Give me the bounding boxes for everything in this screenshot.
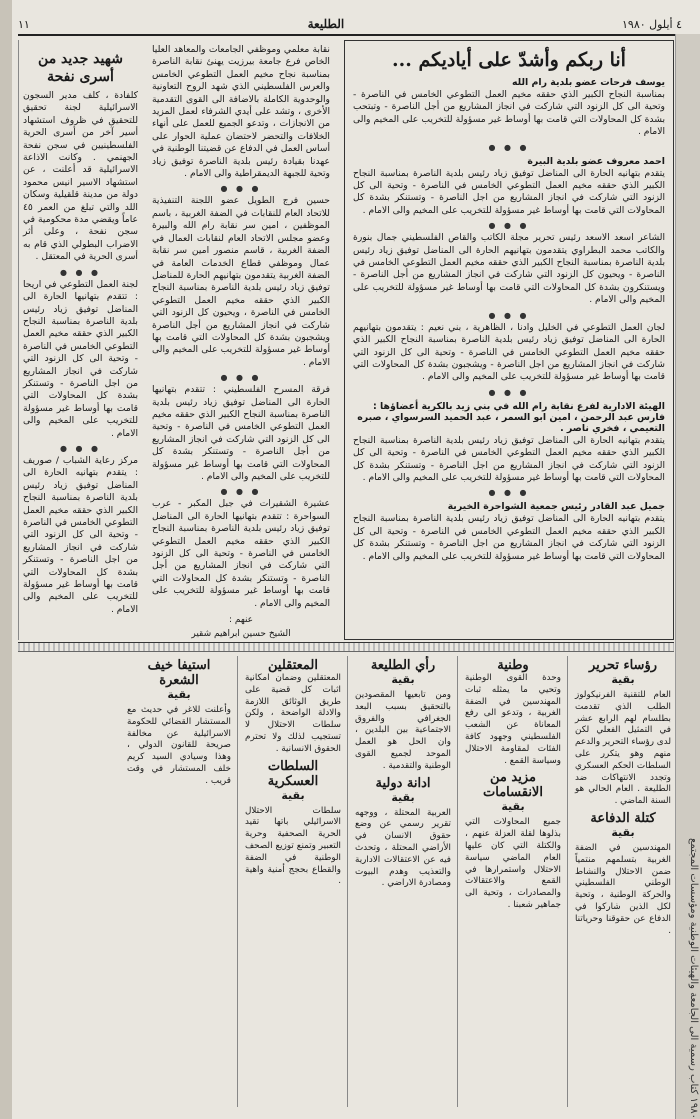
newspaper-name: الطليعة bbox=[307, 17, 345, 31]
greetings-headline: أنا ربكم وأشدّ على أياديكم ... bbox=[392, 49, 626, 71]
bottom-article bbox=[572, 656, 674, 1107]
greeting-sender: الهيئة الادارية لفرع نقابة رام الله في بني زيد بالكرية أعضاؤها : فارس عبد الرحمن ، امين ابو السمر ، عبد الحميد السرسواي ، صبره التعيمي ، فخري ناصر . bbox=[357, 400, 665, 434]
article-text: وحدة القوى الوطنية وتحيي ما يمثله ثبات المهندسين في الضفة الغربية ، وتدعو الى رفع المعاناة عن الشعب الفلسطيني وجهود كافة الفئات لمقاومة الاحتلال وسياسة القمع . bbox=[465, 673, 561, 766]
separator-ornament: ● ● ● bbox=[488, 221, 530, 231]
greeting-text: مركز رعاية الشباب / صوريف : يتقدم بتهانيه الحارة الى المناضل توفيق زياد رئيس بلدية الناصرة بمناسبة النجاح الكبير الذي حققه مخيم العمل التطوعي الخامس في الناصرة - وتحية الى كل الزنود التي شاركت في انجاز المشاريع من اجل الناصرة - وتستنكر بشدة كل المحاولات التي قامت بها أوساط غير مسؤولة للتخريب على المخيم والى الامام . bbox=[23, 454, 138, 615]
greeting-text: نقابة معلمي وموظفي الجامعات والمعاهد العليا الخاص فرع جامعة بيرزيت يهنئ نقابة الناصرة بمناسبة نجاح مخيم العمل التطوعي الخامس والعرس الفلسطيني الذي شهد الروح التعاونية والوحدوية الكاملة بالاضافة الى القوى التقدمية الأخرى ، وتشد على أيدي الشرفاء لعمل المزيد من الانجازات ، وتدعو الجميع للعمل على أنهاء الخلافات والتحضر لاحتضان عملية الحوار على أساس العمل في الدفاع عن قضيتنا الوطنية في عهدنا بقيادة رئيس بلدية الناصرة توفيق زياد وتحية للجبهة الديمقراطية والى الامام . bbox=[152, 44, 330, 180]
separator-ornament: ● ● ● bbox=[220, 373, 262, 383]
separator-ornament: ● ● ● bbox=[59, 267, 102, 277]
greeting-text: يتقدم بتهانيه الحارة الى المناضل توفيق زياد رئيس بلدية الناصرة بمناسبة النجاح الكبير الذي حققه مخيم العمل التطوعي الخامس في الناصرة - وتحية الى كل الزنود التي شاركت في انجاز المشاريع من اجل الناصرة - وتستنكر بشدة كل المحاولات التي قامت بها أوساط غير مسؤولة للتخريب على المخيم والى الامام . bbox=[353, 167, 665, 216]
article-title: وطنية bbox=[497, 658, 529, 673]
greeting-text: عشيرة الشقيرات في جبل المكبر - عرب السواحرة : تتقدم بتهانيها الحارة الى المناضل توفيق زياد رئيس بلدية الناصرة بمناسبة النجاح الكبير الذي حققه مخيم العمل التطوعي الخامس في الناصرة - وتحية الى كل الزنود التي شاركت في انجاز المشاريع من أجل الناصرة - وتستنكر بشدة كل المحاولات التي قامت بها أوساط غير مسؤولة للتخريب على المخيم والى الامام . bbox=[152, 498, 330, 609]
article-subtitle: بقية bbox=[391, 790, 415, 804]
article-title: ادانة دولية bbox=[375, 775, 431, 791]
article-title: رؤساء تحرير bbox=[588, 658, 658, 673]
section-divider bbox=[18, 642, 674, 652]
bottom-article bbox=[242, 656, 344, 1107]
article-text: سلطات الاحتلال الاسرائيلي باتها تقيد الحرية الصحفية وحرية التعبير وتمنع توزيع الصحف الوطنية في الضفة والقطاع بحجج أمنية واهية . bbox=[245, 805, 341, 887]
article-subtitle: بقية bbox=[611, 673, 635, 686]
column-rule bbox=[347, 656, 348, 1107]
article-title: السلطات العسكرية bbox=[267, 758, 319, 789]
separator-ornament: ● ● ● bbox=[59, 443, 102, 453]
article-text: المعتقلين وضمان امكانية اثبات كل قضية على طريق الوثائق اللازمة والادلة الواضحة ، ولكن سلطات الاحتلال لا تستجيب لذلك ولا تحترم الحقوق الانسانية . bbox=[245, 673, 341, 754]
article-text: كلفادة ، كلف مدير السجون الاسرائيلية لجنة تحقيق للتحقيق في ظروف استشهاد أسير آخر من أسرى الحرية الفلسطينيين في سجن نفحة الجهنمي . وكانت الاذاعة الاسرائيلية قد أعلنت ، عن استشهاد الاسير انيس محمود دولة من مدينة قلقيلية وسكان اللد والتي تبلغ من العمر ٤٥ عاماً ويقضي مدة محكومية في سجن نفحة ، وعلى أثر الاضراب البطولي الذي قام به أسرى الحرية في المعتقل . bbox=[23, 90, 138, 263]
article-subtitle: بقية bbox=[391, 673, 415, 686]
article-subtitle: بقية bbox=[611, 825, 635, 839]
article-title: استيفا خيف الشعرة bbox=[147, 658, 211, 688]
greeting-text: حسين فرج الطويل عضو اللجنة التنفيذية للاتحاد العام للنقابات في الضفة الغربية ، باسم الموظفين ، امين سر نقابة رام الله والبيرة وعضو مجلس الاتحاد العام لنقابات العمال في الضفة الغربية ، قاسم منصور امين سر نقابة عمال وموظفي قطاع الخدمات العامة في الضفة الغربية يتقدمون بتهانيهم الحارة للمناضل توفيق زياد رئيس بلدية الناصرة بمناسبة النجاح الكبير الذي حققه مخيم العمل التطوعي الخامس في الناصرة ، ويحيون كل الزنود التي شاركت في انجاز المشاريع من أجل الناصرة ويشجبون بشدة كل المحاولات التي قامت بها أوساط غير مسؤولة للتخريب على المخيم والى الامام . bbox=[152, 195, 330, 368]
column-rule bbox=[567, 656, 568, 1107]
article-text: العام للتقنية الفرنيكولوز الطلب الذي تقدمت بطلسام لهم الرابع عشر في التمثيل الفعلي لكن لدى رؤساء التحرير والدعم منهم وهو يتكرر على السلطات الحكم العسكري وتجدد الانتهاكات ضد الطليعة . العام الحالي هو السنة الماضي . bbox=[575, 690, 671, 807]
greeting-sender: جميل عبد القادر رئيس جمعية الشواحرة الخيرية bbox=[447, 501, 665, 513]
signature-line: الشيخ حسين ابراهيم شقير bbox=[191, 629, 291, 640]
greeting-text: فرقة المسرح الفلسطيني : تتقدم بتهانيها الحارة الى المناضل توفيق زياد رئيس بلدية الناصرة بمناسبة النجاح الكبير الذي حققه مخيم العمل التطوعي الخامس في الناصرة - وتحية الى كل الزنود التي شاركت في انجاز المشاريع من أجل الناصرة - وتستنكر بشدة كل المحاولات التي قامت بها أوساط غير مسؤولة للتخريب على المخيم والى الامام . bbox=[152, 384, 330, 482]
martyr-headline: شهيد جديد من أسرى نفحة bbox=[38, 51, 123, 85]
greeting-sender: احمد معروف عضو بلدية البيرة bbox=[527, 155, 665, 167]
greetings-box bbox=[344, 40, 674, 640]
separator-ornament: ● ● ● bbox=[488, 142, 530, 152]
article-subtitle: بقية bbox=[167, 688, 191, 701]
bottom-article bbox=[462, 656, 564, 1107]
bottom-article bbox=[124, 656, 234, 1107]
separator-ornament: ● ● ● bbox=[220, 487, 262, 497]
article-subtitle: بقية bbox=[501, 800, 525, 814]
adjacent-page-edge bbox=[675, 34, 700, 1119]
article-title: مزيد من الانقسامات bbox=[483, 770, 543, 801]
lower-section bbox=[18, 656, 674, 1107]
separator-ornament: ● ● ● bbox=[220, 184, 262, 194]
signature-intro: عنهم : bbox=[228, 615, 254, 626]
adjacent-page-text: ١٩٨٠ كتاب رسمية الى الجامعة والهيئات الوطنية ومؤسسات المجتمع bbox=[688, 838, 699, 1119]
article-title: رأي الطليعة bbox=[370, 658, 436, 673]
column-rule bbox=[237, 656, 238, 1107]
column-rule bbox=[457, 656, 458, 1107]
article-text: العربية المحتلة ، ووجهه تقرير رسمي عن وضع حقوق الانسان في الأراضي المحتلة ، وتحدث فيه عن الاعتقالات الادارية والتعذيب وهدم البيوت ومصادرة الاراضي . bbox=[355, 807, 451, 889]
page-number: ١١ bbox=[18, 17, 30, 31]
page-gutter bbox=[0, 0, 12, 1119]
bottom-article bbox=[352, 656, 454, 1107]
page-date: ٤ أيلول ١٩٨٠ bbox=[622, 17, 682, 31]
page-header bbox=[18, 14, 682, 36]
separator-ornament: ● ● ● bbox=[488, 387, 530, 397]
article-text: جميع المحاولات التي بذلوها لقلة العزلة عنهم ، والكتلة التي كان عليها العام الماضي سياسة الاحتلال واستمرارها في القمع والاعتقالات والمصادرات ، وتحية الى جماهير شعبنا . bbox=[465, 817, 561, 910]
greeting-text: بمناسبة النجاح الكبير الذي حققه مخيم العمل التطوعي الخامس في الناصرة - وتحية الى كل الزنود التي شاركت في انجاز المشاريع من أجل الناصرة - وتبتحب بشدة كل المحاولات التي قامت بها أوساط غير مسؤولة للتخريب على المخيم والى الامام . bbox=[353, 89, 665, 138]
greeting-text: يتقدم بتهانيه الحارة الى المناضل توفيق زياد رئيس بلدية الناصرة بمناسبة النجاح الكبير الذي حققه مخيم العمل التطوعي الخامس في الناصرة - وتحية الى كل الزنود التي شاركت في انجاز المشاريع من اجل الناصرة - وتستنكر بشدة كل المحاولات التي قامت بها أوساط غير مسؤولة للتخريب على المخيم والى الامام . bbox=[353, 434, 665, 483]
article-title: المعتقلين bbox=[268, 658, 318, 673]
upper-section bbox=[18, 40, 674, 640]
separator-ornament: ● ● ● bbox=[488, 310, 530, 320]
separator-ornament: ● ● ● bbox=[488, 488, 530, 498]
article-text: المهندسين في الضفة الغربية بتسلمهم منتمياً ضمن الاحتلال والنشاط الوطني الفلسطيني والحركة الوطنية ، وتحية لكل الذين شاركوا في الدفاع عن حقوقنا وحرياتنا . bbox=[575, 842, 671, 936]
greeting-text: يتقدم بتهانيه الحارة الى المناضل توفيق زياد رئيس بلدية الناصرة بمناسبة النجاح الكبير الذي حققه مخيم العمل التطوعي الخامس في الناصرة - وتحية الى كل الزنود التي شاركت في انجاز المشاريع من اجل الناصرة - وتستنكر بشدة كل المحاولات التي قامت بها أوساط غير مسؤولة للتخريب على المخيم والى الامام . bbox=[353, 513, 665, 562]
article-subtitle: بقية bbox=[281, 788, 305, 802]
left-column bbox=[18, 40, 142, 640]
article-text: ومن تابعيها المقصودين بالتحقيق بسبب البعد الجغرافي والفروق الاجتماعية بين البلدين ، وان الحل هو العمل الموحد لجميع القوى الوطنية والتقدمية . bbox=[355, 690, 451, 771]
greeting-text: لجنة العمل التطوعي في اريحا : تتقدم بتهانيها الحارة الى المناضل توفيق زياد رئيس بلدية الناصرة بمناسبة النجاح الكبير الذي حققه مخيم العمل التطوعي الخامس في الناصرة - وتحية الى كل الزنود التي شاركت في انجاز المشاريع من اجل الناصرة - وتستنكر بشدة كل المحاولات التي قامت بها أوساط غير مسؤولة للتخريب على المخيم والى الامام . bbox=[23, 278, 138, 439]
greeting-text: لجان العمل التطوعي في الخليل وادنا ، الظاهرية ، بني نعيم : يتقدمون بتهانيهم الحارة الى المناضل توفيق زياد رئيس بلدية الناصرة بمناسبة النجاح الكبير الذي حققه مخيم العمل التطوعي الخامس في الناصرة - وتحية الى كل الزنود التي شاركت في انجاز المشاريع من اجل الناصرة - ويشجبون بشدة كل المحاولات التي قامت بها أوساط غير مسؤولة للتخريب على المخيم والى الامام . bbox=[353, 321, 665, 383]
greeting-sender: يوسف فرحات عضو بلدية رام الله bbox=[512, 77, 665, 88]
greeting-text: الشاعر اسعد الاسعد رئيس تحرير مجلة الكاتب والقاص الفلسطيني جمال بنورة والكاتب محمد البطراوي يتقدمون بتهانيهم الحارة الى المناضل توفيق زياد رئيس بلدية الناصرة بمناسبة النجاح الكبير الذي حققه مخيم العمل التطوعي الخامس في الناصرة - ويحيون كل الزنود التي شاركت في انجاز المشاريع من أجل الناصرة - ويستنكرون بشدة كل المحاولات التي قامت بها أوساط غير مسؤولة للتخريب على المخيم والى الامام . bbox=[353, 232, 665, 306]
middle-column bbox=[146, 40, 336, 640]
article-text: وأعلنت للاغر في حديث مع المستشار القضائي للحكومة الاسرائيلية عن مخالفة صريحة للقانون الدولي ، وهذا وسيادي السيد كريم خلف المستشار في وقت قريب . bbox=[127, 705, 231, 786]
article-title: كتلة الدفاعة bbox=[590, 810, 656, 826]
